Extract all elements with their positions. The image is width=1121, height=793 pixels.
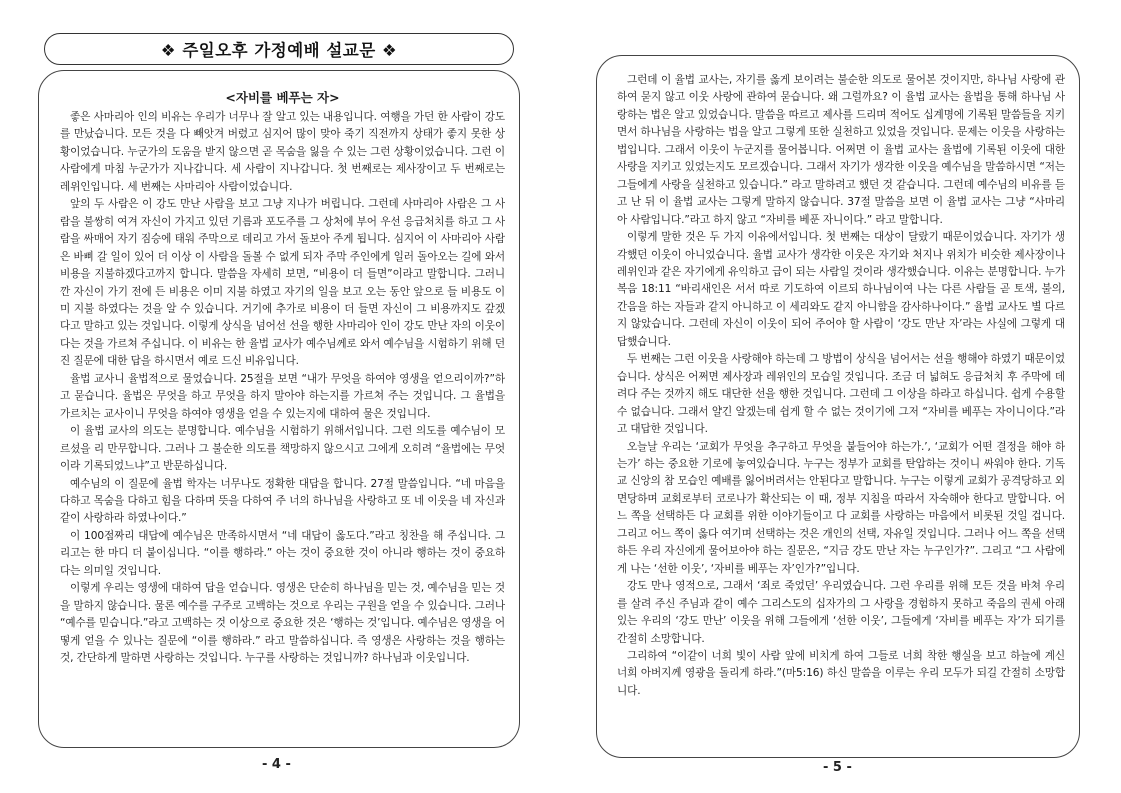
paragraph: 이렇게 우리는 영생에 대하여 답을 얻습니다. 영생은 단순히 하나님을 믿는 것, 예수님을 믿는 것을 말하지 않습니다. 물론 예수를 구주로 고백하는 것으로 우리는 구원을 얻을 수 있습니다. 그러나 “예수를 믿습니다.”라고 고백하는 것 이상으로 중요한 것은 ‘행하는 것’입니다. 예수님은 영생을 어떻게 얻을 수 있나는 질문에 “이를 행하라.” 라고 말씀하십니다. 즉 영생은 사랑하는 것을 행하는 것, 간단하게 말하면 사랑하는 것입니다. 누구를 사랑하는 것입니까? 하나님과 이웃입니다.: [60, 582, 505, 665]
sermon-title: <자비를 베푸는 자>: [225, 90, 340, 105]
paragraph: 그런데 이 율법 교사는, 자기를 옳게 보이려는 불순한 의도로 물어본 것이지만, 하나님 사랑에 관하여 묻지 않고 이웃 사랑에 관하여 묻습니다. 왜 그럴까요? 이 율법 교사는 율법을 통해 하나님 사랑하는 법은 알고 있었습니다. 말씀을 따르고 제사를 드리며 적어도 십계명에 기록된 말씀들을 지키면서 하나님을 사랑하는 법을 알고 그렇게 또한 실천하고 있었을 것입니다. 문제는 이웃을 사랑하는 법입니다. 그래서 이웃이 누군지를 물어봅니다. 어쩌면 이 율법 교사는 율법에 기록된 이웃에 대한 사랑을 지키고 있었는지도 모르겠습니다. 그래서 자기가 생각한 이웃을 예수님을 말씀하시면 “저는 그들에게 사랑을 실천하고 있습니다.” 라고 말하려고 했던 것 같습니다. 그런데 예수님의 비유를 듣고 난 뒤 이 율법 교사는 그렇게 말하지 않습니다. 37절 말씀을 보면 이 율법 교사는 그냥 “사마리아 사람입니다.”라고 하지 않고 “자비를 베푼 자니이다.” 라고 말합니다.: [617, 74, 1065, 226]
paragraph: 이 율법 교사의 의도는 분명합니다. 예수님을 시험하기 위해서입니다. 그런 의도를 예수님이 모르셨을 리 만무합니다. 그러나 그 불순한 의도를 책망하지 않으시고 그에게 오히려 “율법에는 무엇이라 기록되었느냐”고 반문하십니다.: [60, 425, 505, 473]
paragraph: 그리하여 “이같이 너희 빛이 사람 앞에 비치게 하여 그들로 너희 착한 행실을 보고 하늘에 계신 너희 아버지께 영광을 돌리게 하라.”(마5:16) 하신 말씀을 이루는 우리 모두가 되길 간절히 소망합니다.: [617, 649, 1065, 697]
page-number-right: - 5 -: [823, 760, 852, 775]
paragraph: 강도 만나 영적으로, 그래서 ‘죄로 죽었던’ 우리였습니다. 그런 우리를 위해 모든 것을 바쳐 우리를 살려 주신 주님과 같이 예수 그리스도의 십자가의 그 사랑을 경험하지 못하고 죽음의 권세 아래 있는 우리의 ‘강도 만난’ 이웃을 위해 그들에게 ‘선한 이웃’, 그들에게 ‘자비를 베푸는 자’가 되기를 간절히 소망합니다.: [617, 580, 1065, 645]
paragraph: 이 100점짜리 대답에 예수님은 만족하시면서 “네 대답이 옳도다.”라고 칭찬을 해 주십니다. 그리고는 한 마디 더 붙이십니다. “이를 행하라.” 아는 것이 중요한 것이 아니라 행하는 것이 중요하다는 의미일 것입니다.: [60, 529, 505, 577]
right-text-column: [596, 55, 1080, 758]
paragraph: 율법 교사니 율법적으로 물었습니다. 25절을 보면 “내가 무엇을 하여야 영생을 얻으리이까?”하고 묻습니다. 율법은 무엇을 하고 무엇을 하지 말아야 하는지를 가르쳐 주는 것입니다. 그 율법을 가르치는 교사이니 무엇을 하여야 영생을 얻을 수 있는지에 대하여 물은 것입니다.: [60, 372, 505, 420]
paragraph: 앞의 두 사람은 이 강도 만난 사람을 보고 그냥 지나가 버립니다. 그런데 사마리아 사람은 그 사람을 불쌍히 여겨 자신이 가지고 있던 기름과 포도주를 그 상처에 부어 우선 응급처치를 하고 그 사람을 싸매어 자기 짐승에 태워 주막으로 데리고 가서 돌보아 주게 됩니다. 심지어 이 사마리아 사람은 바삐 갈 일이 있어 더 이상 이 사람을 돌볼 수 없게 되자 주막 주인에게 일러 돌아오는 길에 와서 비용을 지불하겠다고까지 합니다. 말씀을 자세히 보면, “비용이 더 들면”이라고 말합니다. 그러니깐 자신이 가기 전에 든 비용은 이미 지불 하였고 자기의 일을 보고 오는 동안 앞으로 들 비용도 이미 지불 하였다는 것을 알 수 있습니다. 거기에 추가로 비용이 더 들면 자신이 그 비용까지도 갚겠다고 말하고 있는 것입니다. 이렇게 상식을 넘어선 선을 행한 사마리아 인이 강도 만난 자의 이웃이다는 것을 가르쳐 주십니다. 이 비유는 한 율법 교사가 예수님께로 와서 예수님을 시험하기 위해 던진 질문에 대한 답을 하시면서 예로 드신 비유입니다.: [60, 198, 505, 368]
paragraph: 이렇게 말한 것은 두 가지 이유에서입니다. 첫 번째는 대상이 달랐기 때문이었습니다. 자기가 생각했던 이웃이 아니었습니다. 율법 교사가 생각한 이웃은 자기와 처지나 위치가 비슷한 제사장이나 레위인과 같은 자기에게 유익하고 급이 되는 사람일 것이라 생각했습니다. 이유는 분명합니다. 누가복음 18:11 “바리새인은 서서 따로 기도하여 이르되 하나님이여 나는 다른 사람들 곧 토색, 불의, 간음을 하는 자들과 같지 아니하고 이 세리와도 같지 아니함을 감사하나이다.” 율법 교사도 별 다르지 않았습니다. 그런데 자신이 이웃이 되어 주어야 할 사람이 ‘강도 만난 자’라는 사실에 그렇게 대답했습니다.: [617, 231, 1065, 348]
paragraph: 두 번째는 그런 이웃을 사랑해야 하는데 그 방법이 상식을 넘어서는 선을 행해야 하였기 때문이었습니다. 상식은 어쩌면 제사장과 레위인의 모습일 것입니다. 조금 더 넓혀도 응급처치 후 주막에 데려다 주는 것까지 해도 대단한 선을 행한 것입니다. 그런데 그 이상을 하라고 하십니다. 쉽게 수용할 수 없습니다. 그래서 얄긴 알겠는데 쉽게 할 수 없는 것이기에 그저 “자비를 베푸는 자이니이다.”라고 대답한 것입니다.: [617, 353, 1065, 436]
paragraph: 좋은 사마리아 인의 비유는 우리가 너무나 잘 알고 있는 내용입니다. 여행을 가던 한 사람이 강도를 만났습니다. 모든 것을 다 빼앗겨 버렸고 심지어 많이 맞아 죽기 직전까지 상태가 좋지 못한 상황이었습니다. 누군가의 도움을 받지 않으면 곧 목숨을 잃을 수 있는 그런 상황이었습니다. 그런 이 사람에게 마침 누군가가 지나갑니다. 세 사람이 지나갑니다. 첫 번째로는 제사장이고 두 번째로는 레위인입니다. 세 번째는 사마리아 사람이었습니다.: [60, 111, 505, 193]
page-title: ❖ 주일오후 가정예배 설교문 ❖: [44, 33, 514, 65]
page-number-left: - 4 -: [262, 757, 291, 772]
paragraph: 예수님의 이 질문에 율법 학자는 너무나도 정확한 대답을 합니다. 27절 말씀입니다. “네 마음을 다하고 목숨을 다하고 힘을 다하며 뜻을 다하여 주 너의 하나님을 사랑하고 또 네 이웃을 네 자신과 같이 사랑하라 하였나이다.”: [60, 477, 505, 525]
paragraph: 오늘날 우리는 ‘교회가 무엇을 추구하고 무엇을 붙들어야 하는가.’, ‘교회가 어떤 결정을 해야 하는가’ 하는 중요한 기로에 놓여있습니다. 누구는 정부가 교회를 탄압하는 것이니 싸워야 한다. 기독교 신앙의 참 모습인 예배를 잃어버려서는 안된다고 말합니다. 누구는 이렇게 교회가 공격당하고 외면당하며 교회로부터 코로나가 확산되는 이 때, 정부 지침을 따라서 자숙해야 한다고 말합니다. 어느 쪽을 선택하든 다 교회를 위한 이야기들이고 다 교회를 사랑하는 마음에서 비롯된 것일 겁니다. 그리고 어느 쪽이 옳다 여기며 선택하는 것은 개인의 선택, 자유일 것입니다. 그러나 어느 쪽을 선택하든 우리 자신에게 물어보아야 하는 질문은, “지금 강도 만난 자는 누구인가?”. 그리고 “그 사람에게 나는 ‘선한 이웃’, ‘자비를 베푸는 자’인가?”입니다.: [617, 440, 1065, 575]
left-text-column: [38, 70, 520, 748]
